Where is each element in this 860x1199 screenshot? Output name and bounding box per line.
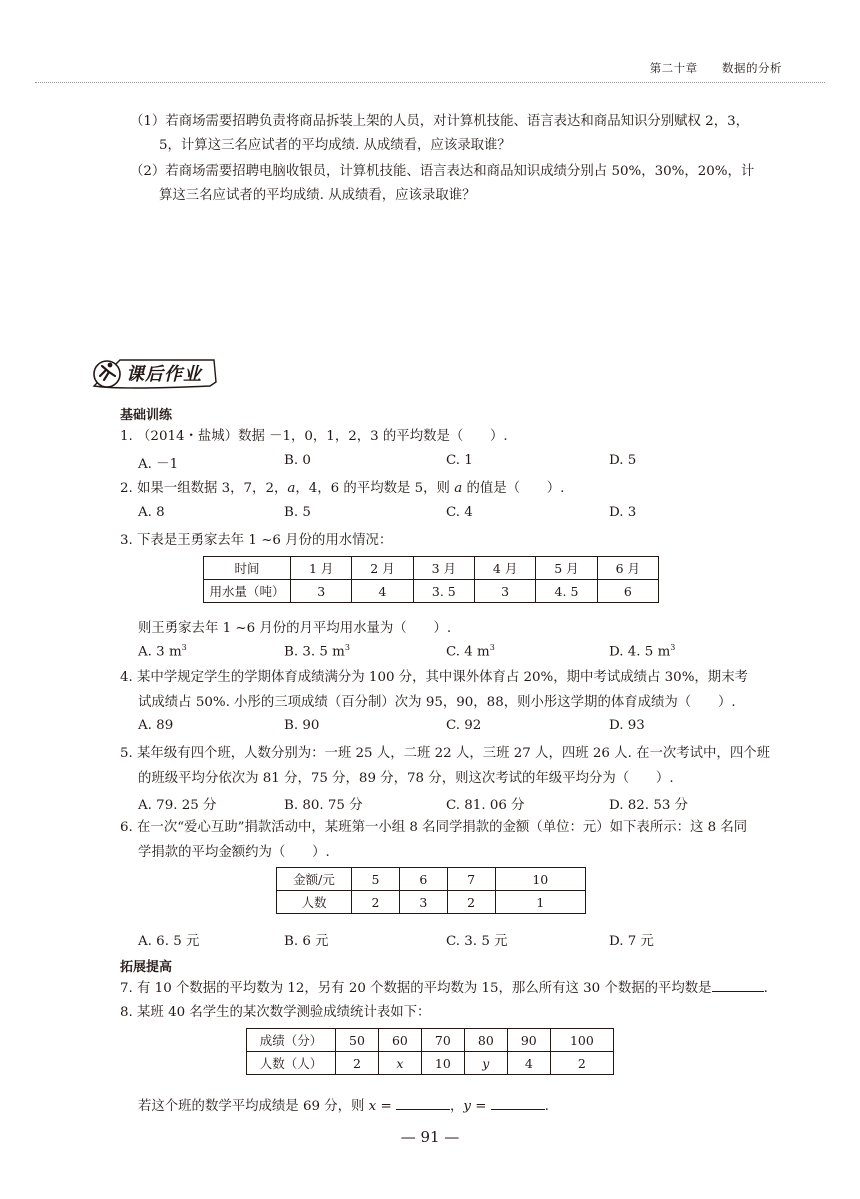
q5-option-a: A. 79. 25 分	[138, 798, 217, 813]
table-cell: 2	[550, 1052, 613, 1075]
q1-option-a: A. －1	[138, 457, 179, 472]
x-answer-blank[interactable]	[396, 1097, 450, 1110]
q7-answer-blank[interactable]	[712, 979, 764, 992]
question-7: 7. 有 10 个数据的平均数为 12，另有 20 个数据的平均数为 15，那么所有这 30 个数据的平均数是 .	[120, 981, 768, 996]
intro-q2-line2: 算这三名应试者的平均成绩. 从成绩看，应该录取谁？	[159, 188, 476, 203]
question-2	[120, 478, 564, 500]
table-cell: 2	[336, 1052, 379, 1075]
score-table	[246, 1028, 614, 1075]
q6-option-c: C. 3. 5 元	[446, 934, 508, 949]
q3-option-c: C. 4 $m^3$	[446, 643, 495, 660]
q1-option-c: C. 1	[446, 453, 473, 468]
table-row	[277, 891, 586, 914]
table-cell: 60	[378, 1029, 421, 1052]
table-cell: 5 月	[536, 557, 597, 580]
q4-option-b: B. 90	[284, 718, 320, 733]
question-5-line1: 5. 某年级有四个班，人数分别为：一班 25 人，二班 22 人，三班 27 人，四班 26 人. 在一次考试中，四个班	[120, 746, 770, 761]
table-cell: 时间	[204, 557, 291, 580]
table-cell: 70	[421, 1029, 464, 1052]
chapter-label: 第二十章	[649, 61, 698, 75]
q2-option-b: B. 5	[284, 505, 311, 520]
table-cell: 6 月	[597, 557, 658, 580]
table-row	[247, 1029, 614, 1052]
table-cell: 100	[550, 1029, 613, 1052]
chapter-title: 数据的分析	[722, 61, 782, 75]
table-cell: 5	[352, 868, 400, 891]
table-cell: 3	[474, 580, 535, 603]
q5-option-c: C. 81. 06 分	[446, 798, 525, 813]
question-3: 3. 下表是王勇家去年 1 ~6 月份的用水情况：	[120, 533, 393, 548]
question-5-line2: 的班级平均分依次为 81 分，75 分，89 分，78 分，则这次考试的年级平均分为（ ）.	[138, 771, 674, 786]
question-8: 8. 某班 40 名学生的某次数学测验成绩统计表如下：	[120, 1005, 431, 1020]
table-row	[204, 557, 659, 580]
table-cell: 1 月	[291, 557, 352, 580]
table-cell: 6	[597, 580, 658, 603]
question-4-line1: 4. 某中学规定学生的学期体育成绩满分为 100 分，其中课外体育占 20%，期中考试成绩占 30%，期末考	[120, 670, 748, 685]
q6-option-a: A. 6. 5 元	[138, 934, 200, 949]
q6-option-d: D. 7 元	[609, 934, 654, 949]
table-cell: 金额/元	[277, 868, 352, 891]
table-cell: 80	[464, 1029, 507, 1052]
q3-after: 则王勇家去年 1 ~6 月份的月平均用水量为（ ）.	[138, 621, 452, 636]
q3-option-b: B. 3. 5 $m^3$	[284, 643, 350, 660]
table-cell: 4. 5	[536, 580, 597, 603]
q4-option-d: D. 93	[609, 718, 645, 733]
q3-option-a: A. 3 $m^3$	[138, 643, 187, 660]
q2-option-c: C. 4	[446, 505, 473, 520]
q2-text-end: 的值是（ ）.	[462, 481, 565, 496]
q2-var-a2: a	[454, 481, 463, 496]
table-cell: 2	[447, 891, 495, 914]
intro-q1-line2: 5，计算这三名应试者的平均成绩. 从成绩看，应该录取谁？	[159, 138, 511, 153]
water-usage-table	[203, 556, 659, 603]
q6-option-b: B. 6 元	[284, 934, 329, 949]
q8-after: 若这个班的数学平均成绩是 69 分，则 x = ，y = .	[138, 1099, 549, 1114]
table-cell: 成绩（分）	[247, 1029, 336, 1052]
q2-option-d: D. 3	[609, 505, 637, 520]
question-6-line1: 6. 在一次“爱心互助”捐款活动中，某班第一小组 8 名同学捐款的金额（单位：元）如下表所示：这 8 名同	[120, 820, 748, 835]
q4-option-a: A. 89	[138, 718, 174, 733]
var-x: x	[368, 1099, 377, 1114]
table-row	[204, 580, 659, 603]
table-cell: x	[378, 1052, 421, 1075]
table-cell: 50	[336, 1029, 379, 1052]
table-cell: 3	[291, 580, 352, 603]
q5-option-b: B. 80. 75 分	[284, 798, 363, 813]
table-cell: 人数（人）	[247, 1052, 336, 1075]
section-extend: 拓展提高	[120, 960, 173, 975]
page-number: — 91 —	[400, 1128, 460, 1146]
table-cell: 2 月	[352, 557, 413, 580]
banner-title: 课后作业	[126, 364, 202, 385]
table-cell: 3. 5	[413, 580, 474, 603]
q1-option-b: B. 0	[284, 453, 311, 468]
header-divider	[35, 82, 825, 83]
table-cell: 1	[495, 891, 585, 914]
q1-option-d: D. 5	[609, 453, 637, 468]
q4-option-c: C. 92	[446, 718, 482, 733]
y-answer-blank[interactable]	[491, 1097, 545, 1110]
intro-q2-line1: （2）若商场需要招聘电脑收银员，计算机技能、语言表达和商品知识成绩分别占 50%，30%，20%，计	[130, 164, 755, 179]
q5-option-d: D. 82. 53 分	[609, 798, 689, 813]
q7-text: 7. 有 10 个数据的平均数为 12，另有 20 个数据的平均数为 15，那么所有这 30 个数据的平均数是	[120, 981, 712, 996]
table-cell: 3 月	[413, 557, 474, 580]
question-4-line2: 试成绩占 50%. 小彤的三项成绩（百分制）次为 95，90，88，则小彤这学期的体育成绩为（ ）.	[138, 695, 736, 710]
table-cell: 4	[352, 580, 413, 603]
running-header	[650, 60, 782, 76]
q3-option-d: D. 4. 5 $m^3$	[609, 643, 676, 660]
table-cell: 7	[447, 868, 495, 891]
table-cell: 3	[399, 891, 447, 914]
donation-table	[276, 867, 586, 914]
intro-q1-line1: （1）若商场需要招聘负责将商品拆装上架的人员，对计算机技能、语言表达和商品知识分别赋权 2，3，	[130, 114, 749, 129]
question-1: 1. （2014・盐城）数据 －1，0，1，2，3 的平均数是（ ）.	[120, 429, 508, 444]
table-cell: y	[464, 1052, 507, 1075]
q2-var-a: a	[287, 481, 296, 496]
table-row	[277, 868, 586, 891]
table-cell: 10	[421, 1052, 464, 1075]
table-cell: 4 月	[474, 557, 535, 580]
table-cell: 10	[495, 868, 585, 891]
table-cell: 2	[352, 891, 400, 914]
table-cell: 90	[507, 1029, 550, 1052]
q2-text-post: ，4，6 的平均数是 5，则	[295, 481, 455, 496]
table-cell: 6	[399, 868, 447, 891]
table-cell: 用水量（吨）	[204, 580, 291, 603]
q2-option-a: A. 8	[138, 505, 165, 520]
q2-text-pre: 2. 如果一组数据 3，7，2，	[120, 481, 288, 496]
var-y: y	[463, 1099, 471, 1114]
question-6-line2: 学捐款的平均金额约为（ ）.	[138, 845, 330, 860]
table-cell: 人数	[277, 891, 352, 914]
section-basic: 基础训练	[120, 408, 173, 423]
table-row	[247, 1052, 614, 1075]
table-cell: 4	[507, 1052, 550, 1075]
